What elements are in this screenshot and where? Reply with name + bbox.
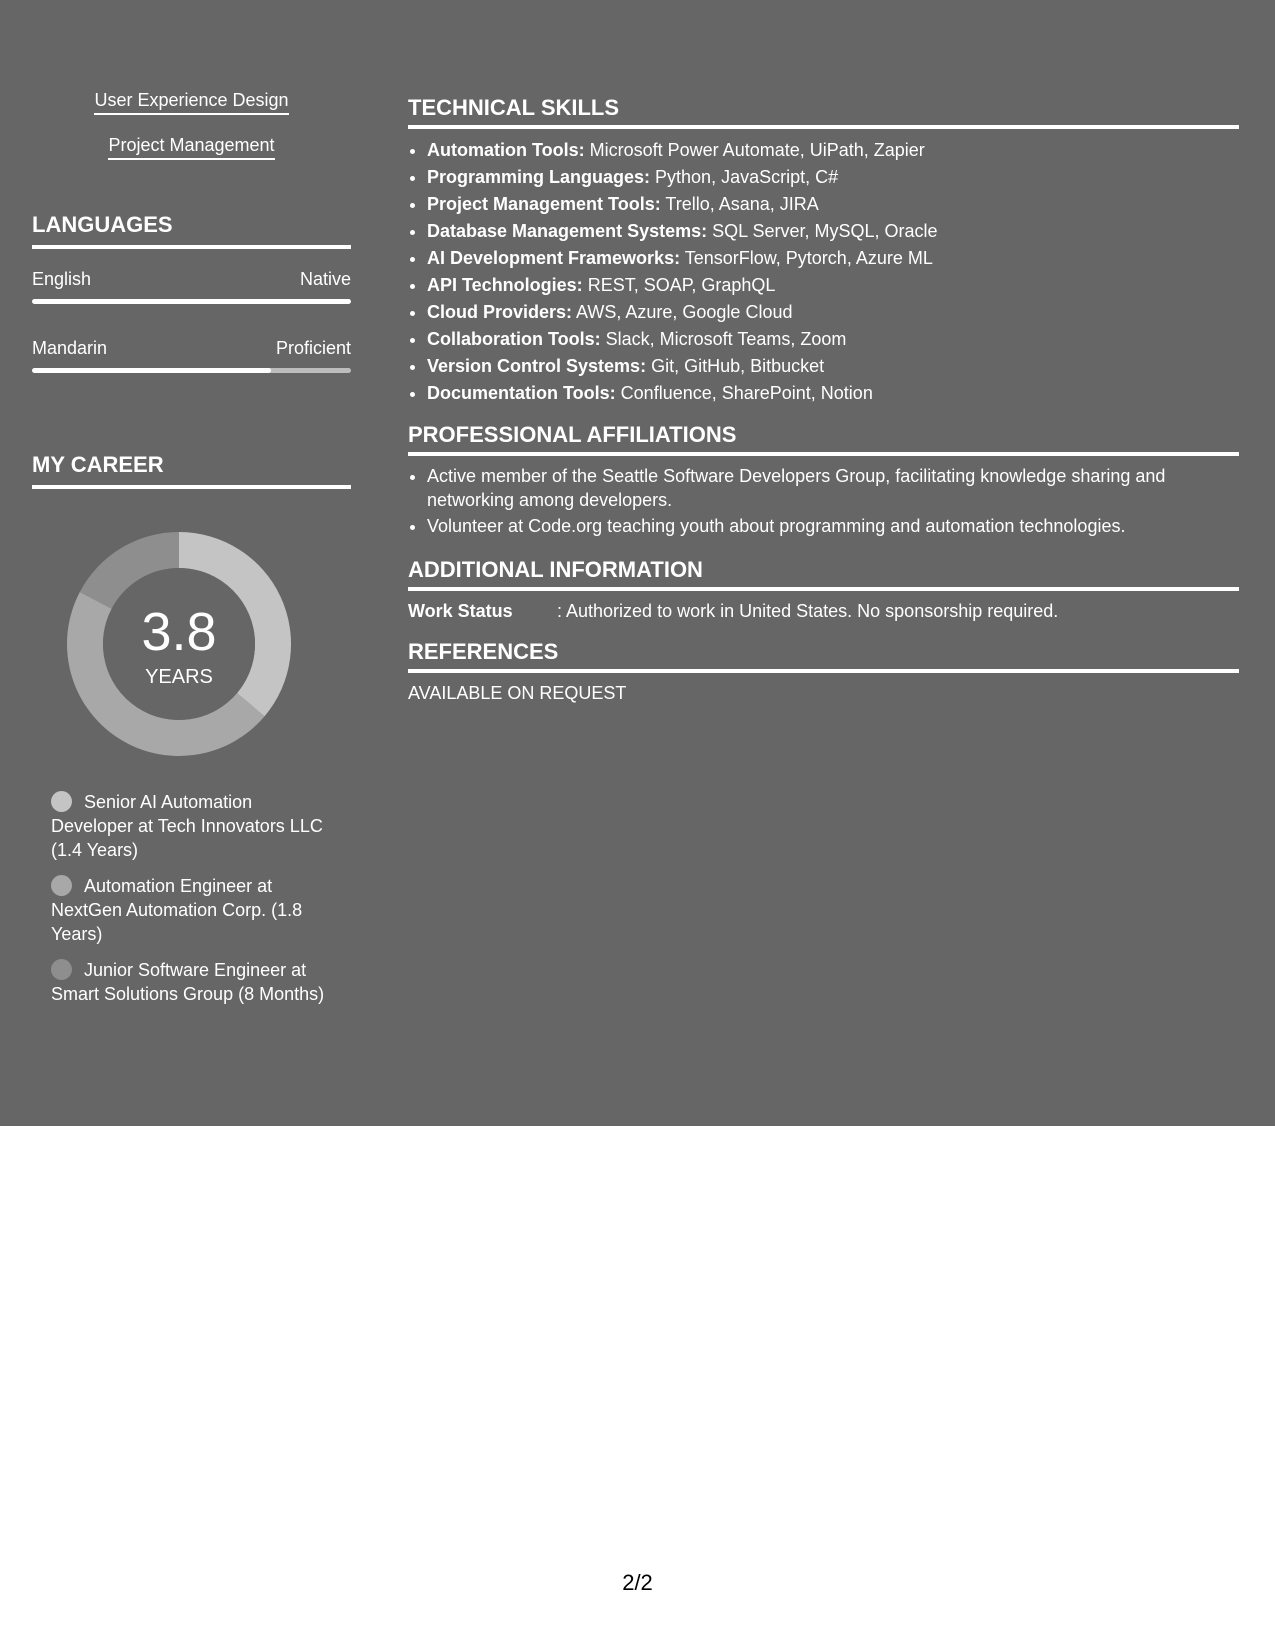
technical-skills-section — [408, 95, 1239, 407]
skill-category: Version Control Systems: — [427, 356, 647, 376]
skill-category: Collaboration Tools: — [427, 329, 601, 349]
skill-item — [427, 353, 1239, 380]
skill-item — [427, 137, 1239, 164]
career-item-text: Junior Software Engineer at Smart Solutions Group (8 Months) — [51, 960, 325, 1004]
skill-values: Microsoft Power Automate, UiPath, Zapier — [584, 140, 925, 160]
career-total-value: 3.8 — [141, 602, 217, 662]
skill-values: TensorFlow, Pytorch, Azure ML — [680, 248, 933, 268]
skill-link-ux-design[interactable] — [32, 89, 351, 115]
skill-values: Python, JavaScript, C# — [650, 167, 839, 187]
affiliations-section — [408, 422, 1239, 540]
languages-heading: LANGUAGES — [32, 212, 351, 249]
work-status-value: : Authorized to work in United States. No sponsorship required. — [557, 601, 1059, 621]
skill-values: REST, SOAP, GraphQL — [582, 275, 776, 295]
page-number: 2/2 — [622, 1570, 653, 1595]
career-heading: MY CAREER — [32, 452, 351, 489]
skill-category: Programming Languages: — [427, 167, 651, 187]
skill-values: Confluence, SharePoint, Notion — [615, 383, 873, 403]
skill-item — [427, 272, 1239, 299]
affiliation-item: • Volunteer at Code.org teaching youth about programming and automation technologies. — [427, 514, 1239, 538]
language-level: Native — [299, 269, 351, 289]
skill-item — [427, 380, 1239, 407]
skill-category: Documentation Tools: — [427, 383, 616, 403]
references-section — [408, 639, 1239, 705]
skill-item — [427, 191, 1239, 218]
skill-category: API Technologies: — [427, 275, 583, 295]
skill-values: Trello, Asana, JIRA — [660, 194, 819, 214]
references-text: AVAILABLE ON REQUEST — [408, 683, 627, 703]
additional-info-heading: ADDITIONAL INFORMATION — [408, 557, 1239, 591]
career-item-text: Senior AI Automation Developer at Tech Innovators LLC (1.4 Years) — [51, 792, 323, 860]
language-name: Mandarin — [32, 338, 108, 358]
skill-item — [427, 164, 1239, 191]
affiliation-item: • Active member of the Seattle Software Developers Group, facilitating knowledge sharing and networking among developers. — [427, 464, 1239, 512]
additional-info-section — [408, 557, 1239, 623]
skill-category: Project Management Tools: — [427, 194, 661, 214]
language-proficiency-bar — [32, 368, 351, 373]
skill-link-label: User Experience Design — [94, 89, 288, 115]
technical-skills-list — [408, 137, 1239, 407]
skill-item — [427, 245, 1239, 272]
skill-values: AWS, Azure, Google Cloud — [572, 302, 793, 322]
career-item — [51, 958, 331, 1006]
technical-skills-heading: TECHNICAL SKILLS — [408, 95, 1239, 129]
skill-item — [427, 218, 1239, 245]
language-proficiency-fill — [32, 368, 271, 373]
work-status-row — [408, 599, 1239, 623]
skill-item — [427, 326, 1239, 353]
career-color-dot — [51, 791, 72, 812]
skill-category: AI Development Frameworks: — [427, 248, 681, 268]
references-heading: REFERENCES — [408, 639, 1239, 673]
skill-values: Slack, Microsoft Teams, Zoom — [600, 329, 847, 349]
skill-category: Database Management Systems: — [427, 221, 708, 241]
career-item-text: Automation Engineer at NextGen Automation Corp. (1.8 Years) — [51, 876, 303, 944]
career-list — [51, 790, 331, 1018]
skill-link-project-management[interactable] — [32, 134, 351, 160]
language-proficiency-bar — [32, 299, 351, 304]
skill-category: Cloud Providers: — [427, 302, 573, 322]
career-total-unit: YEARS — [145, 666, 213, 688]
skill-values: SQL Server, MySQL, Oracle — [707, 221, 938, 241]
work-status-label: Work Status — [408, 601, 513, 621]
career-color-dot — [51, 959, 72, 980]
language-name: English — [32, 269, 92, 289]
affiliations-list — [408, 464, 1239, 538]
career-donut-chart — [67, 532, 291, 756]
skill-item — [427, 299, 1239, 326]
career-item — [51, 790, 331, 862]
language-proficiency-fill — [32, 299, 351, 304]
skill-link-label: Project Management — [108, 134, 274, 160]
language-level: Proficient — [275, 338, 351, 358]
language-row-mandarin — [32, 337, 351, 377]
language-row-english — [32, 268, 351, 308]
career-item — [51, 874, 331, 946]
career-color-dot — [51, 875, 72, 896]
affiliations-heading: PROFESSIONAL AFFILIATIONS — [408, 422, 1239, 456]
skill-values: Git, GitHub, Bitbucket — [646, 356, 825, 376]
skill-category: Automation Tools: — [427, 140, 585, 160]
